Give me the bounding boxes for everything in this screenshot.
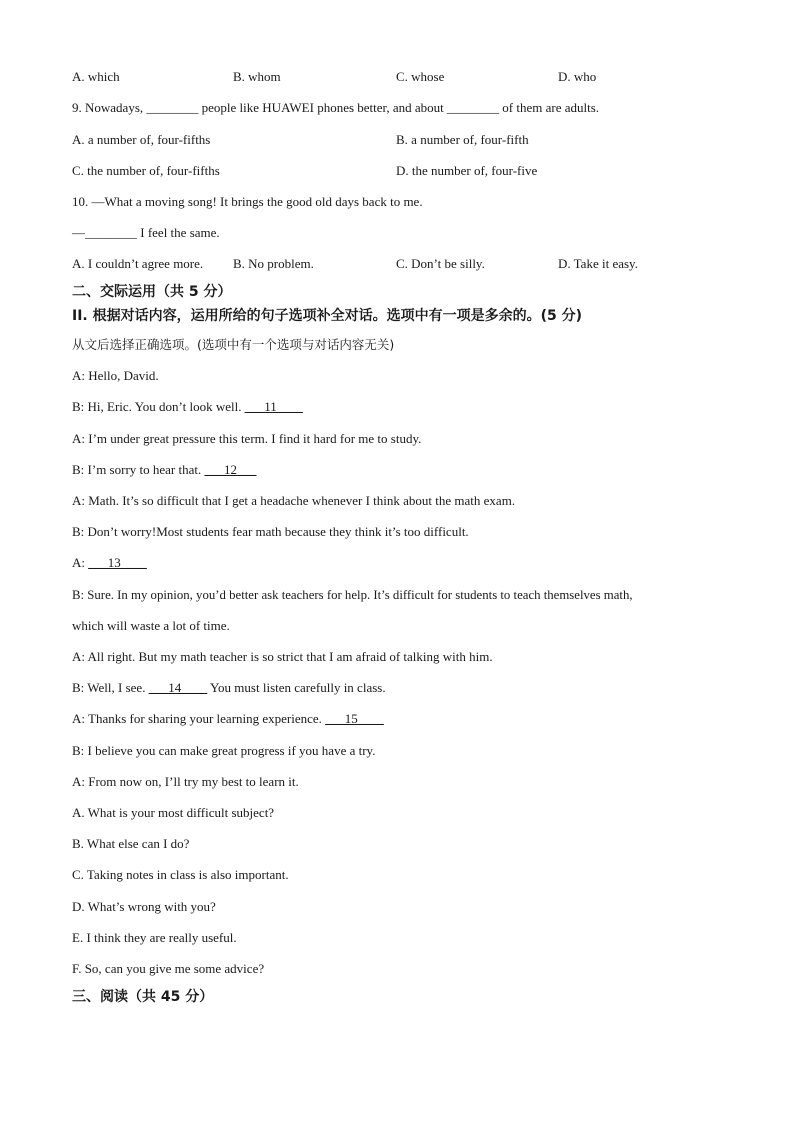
q10-option-a: A. I couldn’t agree more. [72,256,204,271]
q9-stem-part-1: 9. Nowadays, [72,100,147,115]
q9-option-b: B. a number of, four-fifth [396,132,529,147]
q10-option-d: D. Take it easy. [558,256,638,271]
q10-option-b: B. No problem. [233,256,314,271]
dialogue-line: A: Hello, David. [72,368,159,383]
dialogue-text: B: I’m sorry to hear that. [72,462,205,477]
q9-option-d: D. the number of, four-five [396,163,538,178]
blank-14: ___14____ [148,680,208,695]
dialogue-line: A: Math. It’s so difficult that I get a headache whenever I think about the math exam. [72,493,516,508]
q10-reply-blank: ________ [85,225,137,240]
q9-blank-1: ________ [146,100,199,115]
section-2-sub-instruction: 从文后选择正确选项。(选项中有一个选项与对话内容无关) [72,337,395,352]
dialogue-line: B: Sure. In my opinion, you’d better ask teachers for help. It’s difficult for students to teach themselves math, [72,588,633,602]
q9-blank-2: ________ [447,100,500,115]
section-3-heading: 三、阅读（共 45 分） [72,989,214,1005]
q9-option-c: C. the number of, four-fifths [72,163,220,178]
blank-12: ___12___ [204,462,257,477]
choice-f: F. So, can you give me some advice? [72,961,265,976]
q10-reply [72,224,220,242]
dialogue-text: A: [72,555,89,570]
dialogue-line: B: I believe you can make great progress if you have a try. [72,743,376,758]
choice-d: D. What’s wrong with you? [72,899,216,914]
q8-option-a: A. which [72,69,120,84]
q10-option-c: C. Don’t be silly. [396,256,485,271]
q9-stem-part-2: people like HUAWEI phones better, and about [198,100,448,115]
choice-c: C. Taking notes in class is also important. [72,867,289,882]
q10-stem: 10. —What a moving song! It brings the good old days back to me. [72,194,423,209]
choice-b: B. What else can I do? [72,836,190,851]
dialogue-line [72,398,303,416]
dialogue-line [72,710,384,728]
q10-reply-rest: I feel the same. [137,225,220,240]
dialogue-text: A: Thanks for sharing your learning experience. [72,711,326,726]
choice-a: A. What is your most difficult subject? [72,805,275,820]
dialogue-text-after: You must listen carefully in class. [207,680,386,695]
section-2-heading: 二、交际运用（共 5 分） [72,284,232,300]
dialogue-line [72,679,386,697]
dialogue-text: B: Hi, Eric. You don’t look well. [72,399,245,414]
q8-option-c: C. whose [396,69,445,84]
dialogue-line: which will waste a lot of time. [72,618,230,633]
dialogue-text: B: Well, I see. [72,680,149,695]
q8-option-b: B. whom [233,69,281,84]
q8-option-d: D. who [558,69,597,84]
dialogue-line [72,461,257,479]
choice-e: E. I think they are really useful. [72,930,237,945]
dialogue-line: A: From now on, I’ll try my best to learn it. [72,774,299,789]
dialogue-line: B: Don’t worry!Most students fear math because they think it’s too difficult. [72,524,469,539]
dialogue-line [72,554,147,572]
blank-11: ___11____ [244,399,303,414]
dialogue-line: A: All right. But my math teacher is so strict that I am afraid of talking with him. [72,649,493,664]
dialogue-line: A: I’m under great pressure this term. I find it hard for me to study. [72,431,422,446]
q10-reply-dash: — [72,225,85,240]
q9-option-a: A. a number of, four-fifths [72,132,211,147]
q9-stem-part-3: of them are adults. [499,100,600,115]
section-2-instruction: II. 根据对话内容，运用所给的句子选项补全对话。选项中有一项是多余的。(5 分) [72,308,583,324]
blank-15: ___15____ [325,711,384,726]
q9-stem [72,99,599,117]
blank-13: ___13____ [88,555,147,570]
